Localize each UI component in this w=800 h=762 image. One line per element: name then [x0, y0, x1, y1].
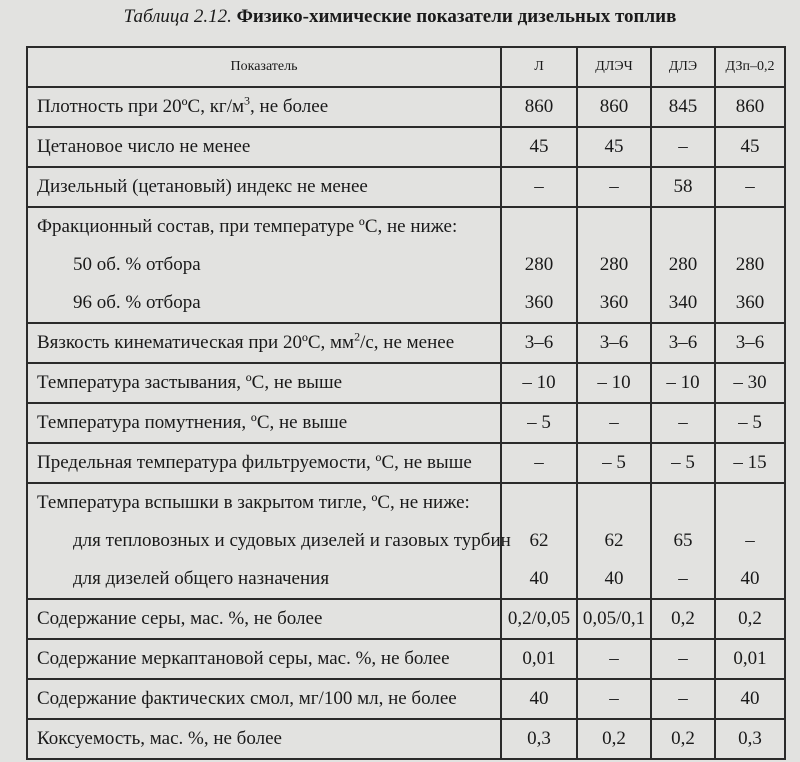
- row-label: Цетановое число не менее: [27, 127, 501, 167]
- table-cell: –: [577, 679, 651, 719]
- row-label: Фракционный состав, при температуре ºС, не ниже: 50 об. % отбора 96 об. % отбора: [27, 207, 501, 323]
- table-cell: 40: [715, 679, 785, 719]
- header-dlech: ДЛЭЧ: [577, 47, 651, 87]
- table-row: [27, 403, 785, 443]
- table-cell: 3–6: [501, 323, 577, 363]
- table-row: [27, 443, 785, 483]
- header-row: [27, 47, 785, 87]
- table-cell: –: [651, 679, 715, 719]
- table-number: Таблица 2.12.: [123, 6, 232, 27]
- header-l: Л: [501, 47, 577, 87]
- table-cell: –: [651, 403, 715, 443]
- row-label: Предельная температура фильтруемости, ºС, не выше: [27, 443, 501, 483]
- table-cell: –: [577, 167, 651, 207]
- row-label: Температура застывания, ºС, не выше: [27, 363, 501, 403]
- table-cell: –: [501, 167, 577, 207]
- table-cell: 58: [651, 167, 715, 207]
- table-cell: 860: [577, 87, 651, 127]
- table-cell: 280 360: [577, 207, 651, 323]
- table-title: Физико-химические показатели дизельных топлив: [236, 6, 677, 27]
- table-cell: – 15: [715, 443, 785, 483]
- table-row: [27, 207, 785, 323]
- row-label: Содержание серы, мас. %, не более: [27, 599, 501, 639]
- table-cell: 62 40: [501, 483, 577, 599]
- header-parameter: Показатель: [27, 47, 501, 87]
- table-row: [27, 719, 785, 759]
- table-cell: –: [501, 443, 577, 483]
- table-cell: 845: [651, 87, 715, 127]
- table-row: [27, 323, 785, 363]
- table-cell: 0,2/0,05: [501, 599, 577, 639]
- table-cell: 0,01: [715, 639, 785, 679]
- table-cell: – 10: [577, 363, 651, 403]
- table-cell: 860: [715, 87, 785, 127]
- table-cell: 40: [501, 679, 577, 719]
- table-cell: 0,01: [501, 639, 577, 679]
- table-cell: 280 360: [501, 207, 577, 323]
- table-cell: – 30: [715, 363, 785, 403]
- header-dzp: ДЗп–0,2: [715, 47, 785, 87]
- table-cell: 280 340: [651, 207, 715, 323]
- table-cell: 0,2: [651, 719, 715, 759]
- table-row: [27, 167, 785, 207]
- table-cell: – 5: [651, 443, 715, 483]
- table-cell: 45: [577, 127, 651, 167]
- table-cell: – 40: [715, 483, 785, 599]
- row-label: Коксуемость, мас. %, не более: [27, 719, 501, 759]
- table-cell: – 5: [577, 443, 651, 483]
- table-cell: 0,05/0,1: [577, 599, 651, 639]
- table-cell: –: [651, 127, 715, 167]
- table-row: [27, 679, 785, 719]
- table-cell: 0,2: [651, 599, 715, 639]
- table-row: [27, 127, 785, 167]
- table-cell: 45: [715, 127, 785, 167]
- table-cell: 3–6: [715, 323, 785, 363]
- table-cell: –: [577, 403, 651, 443]
- table-cell: – 10: [651, 363, 715, 403]
- table-cell: – 5: [501, 403, 577, 443]
- table-cell: –: [715, 167, 785, 207]
- row-label: Дизельный (цетановый) индекс не менее: [27, 167, 501, 207]
- table-cell: 280 360: [715, 207, 785, 323]
- table-cell: 3–6: [577, 323, 651, 363]
- row-label: Температура помутнения, ºС, не выше: [27, 403, 501, 443]
- row-label: Плотность при 20ºС, $кг/м^3$, не более: [27, 87, 501, 127]
- table-cell: – 5: [715, 403, 785, 443]
- table-cell: 45: [501, 127, 577, 167]
- row-label: Содержание меркаптановой серы, мас. %, не более: [27, 639, 501, 679]
- table-cell: 860: [501, 87, 577, 127]
- header-dle: ДЛЭ: [651, 47, 715, 87]
- table-row: [27, 483, 785, 599]
- row-label: Содержание фактических смол, мг/100 мл, не более: [27, 679, 501, 719]
- table-row: [27, 363, 785, 403]
- row-label: Вязкость кинематическая при 20ºС, $мм^2/с$, не менее: [27, 323, 501, 363]
- table-cell: –: [577, 639, 651, 679]
- table-cell: 3–6: [651, 323, 715, 363]
- table-row: [27, 639, 785, 679]
- table-cell: 0,2: [715, 599, 785, 639]
- fuel-properties-table: [26, 46, 786, 760]
- table-cell: – 10: [501, 363, 577, 403]
- row-label: Температура вспышки в закрытом тигле, ºС, не ниже: для тепловозных и судовых дизелей и газовых турбин для дизелей общего назначения: [27, 483, 501, 599]
- table-cell: 0,3: [501, 719, 577, 759]
- table-cell: 0,3: [715, 719, 785, 759]
- table-cell: 0,2: [577, 719, 651, 759]
- table-cell: –: [651, 639, 715, 679]
- table-row: [27, 599, 785, 639]
- table-row: [27, 87, 785, 127]
- table-cell: 65 –: [651, 483, 715, 599]
- table-caption: [0, 6, 800, 28]
- table-cell: 62 40: [577, 483, 651, 599]
